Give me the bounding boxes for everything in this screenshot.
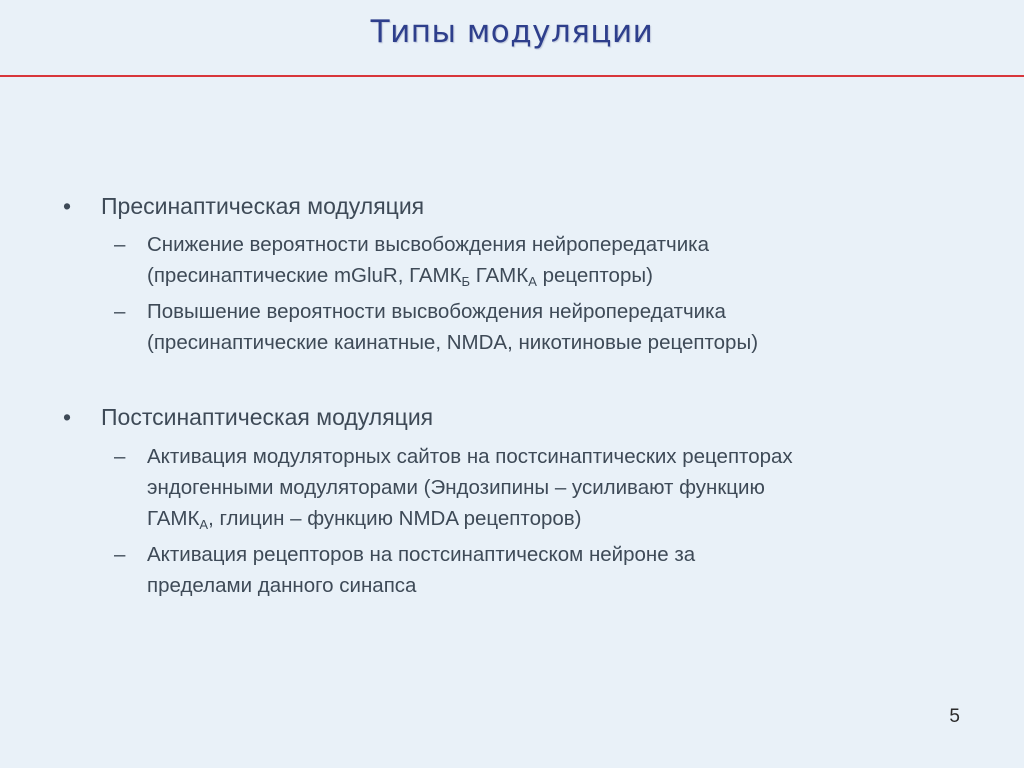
text-run: ГАМК (147, 507, 200, 530)
bullet-heading: Пресинаптическая модуляция (101, 193, 425, 219)
subitem-increase-release (114, 296, 987, 358)
subscript: А (199, 517, 209, 532)
text-run: рецепторы) (536, 264, 653, 287)
dash-marker: – (114, 543, 126, 566)
dash-marker: – (114, 445, 126, 468)
subitem-line: Активация рецепторов на постсинаптическом нейроне за (147, 543, 696, 566)
subitem-decrease-release (114, 229, 987, 291)
dash-marker: – (114, 233, 126, 256)
subscript: Б (461, 274, 471, 289)
text-run: (пресинаптические mGluR, ГАМК (147, 264, 462, 287)
slide-title: Типы модуляции (370, 14, 654, 50)
bullet-marker: • (63, 404, 72, 430)
dash-marker: – (114, 300, 126, 323)
bullet-marker: • (63, 193, 72, 219)
subitem-modulatory-sites (114, 441, 987, 534)
subitem-line (147, 503, 987, 534)
subitem-line: эндогенными модуляторами (Эндозипины – усиливают функцию (147, 476, 765, 499)
text-run: , глицин – функцию NMDA рецепторов) (208, 507, 582, 530)
page-number: 5 (949, 706, 960, 727)
bullet-heading: Постсинаптическая модуляция (101, 404, 434, 430)
subitem-line: Активация модуляторных сайтов на постсинаптических рецепторах (147, 445, 793, 468)
bullet-presynaptic (63, 193, 425, 220)
subitem-line (147, 260, 987, 291)
text-run: ГАМК (470, 264, 529, 287)
subitem-line: Снижение вероятности высвобождения нейропередатчика (147, 233, 709, 256)
subitem-line: пределами данного синапса (147, 574, 417, 597)
subitem-extrasynaptic (114, 539, 987, 601)
subscript: А (528, 274, 537, 289)
bullet-postsynaptic (63, 404, 434, 431)
subitem-line: (пресинаптические каинатные, NMDA, никотиновые рецепторы) (147, 331, 759, 354)
subitem-line: Повышение вероятности высвобождения нейропередатчика (147, 300, 726, 323)
